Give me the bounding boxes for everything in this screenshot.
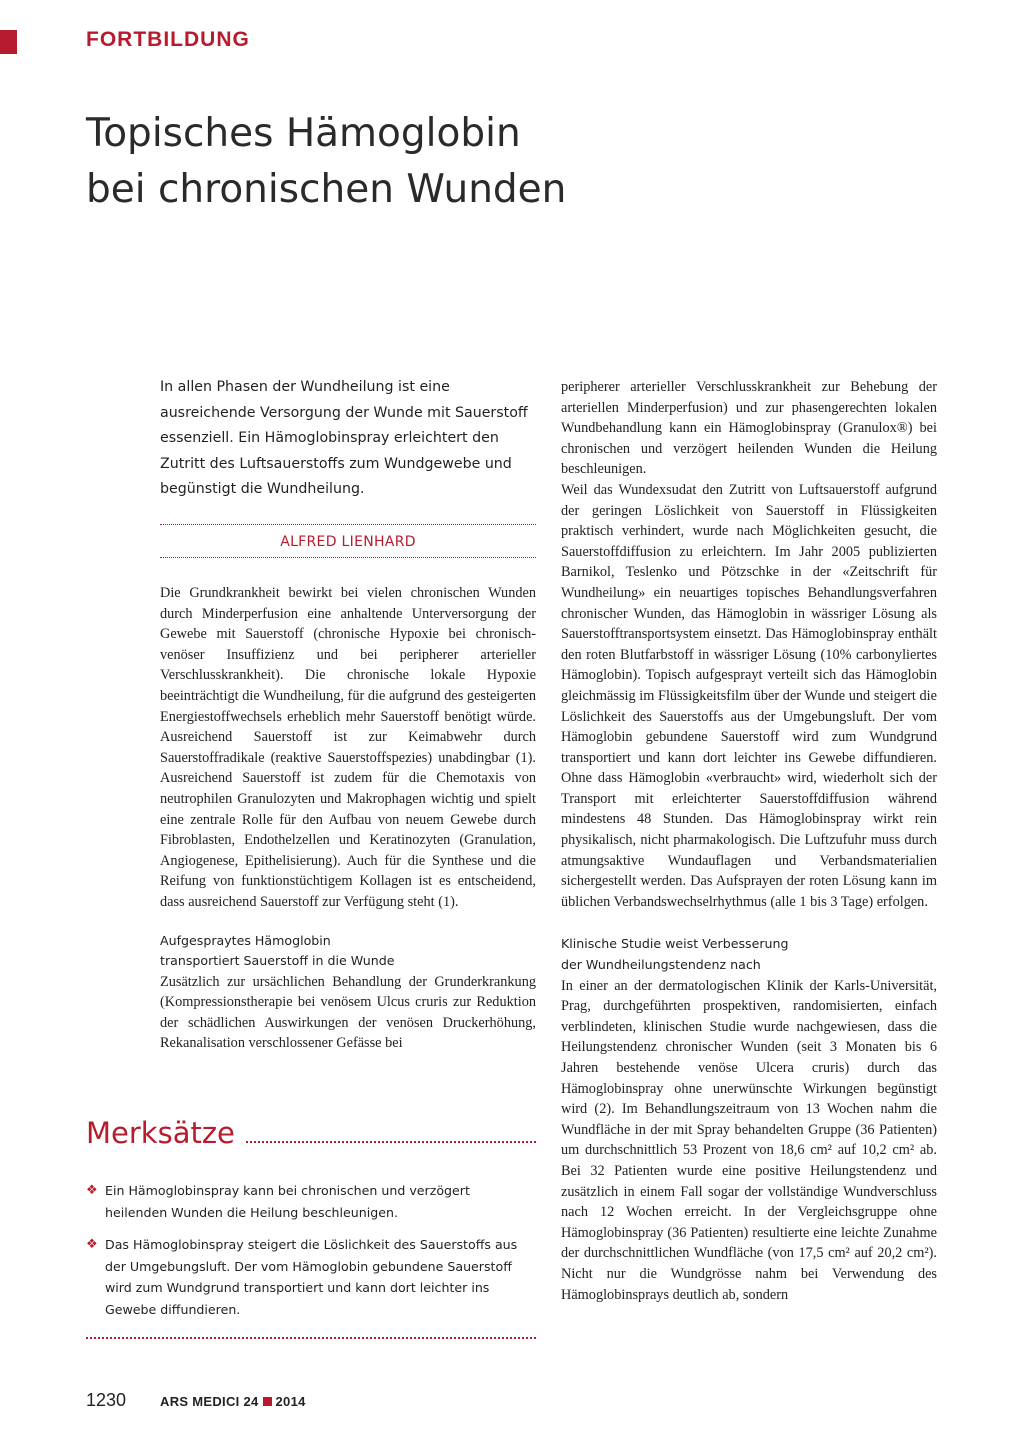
key-point-text: Das Hämoglobinspray steigert die Löslichkeit des Sauerstoffs aus der Umgebungsluft. Der vom Hämoglobin gebundene Sauerstoff wird zum Wundgrund transportiert und kann dort leichter ins Gewebe diffundieren. xyxy=(105,1237,518,1317)
page-number: 1230 xyxy=(86,1390,127,1410)
journal-year: 2014 xyxy=(275,1394,306,1409)
journal-name: ARS MEDICI 24 xyxy=(160,1394,259,1409)
body-paragraph: In einer an der dermatologischen Klinik der Karls-Universität, Prag, durchgeführten prospektiven, randomisierten, einfach verblindeten, klinischen Studie wurde nachgewiesen, dass die Heilungstendenz chronischer Wunden (seit 3 Monaten bis 6 Jahren bestehende venöse Ulcera cruris) durch das Hämoglobinspray ohne unerwünschte Wirkungen begünstigt wird (2). Im Behandlungszeitraum von 13 Wochen nahm die Wundfläche in der mit Spray behandelten Gruppe (36 Patienten) um durchschnittlich 53 Prozent von 18,6 cm² auf 10,2 cm² ab. Bei 32 Patienten wurde eine positive Heilungstendenz und zusätzlich in einem Fall sogar der vollständige Wundverschluss nach 12 Wochen erreicht. In der Vergleichsgruppe ohne Hämoglobinspray (36 Patienten) resultierte eine leichte Zunahme der durchschnittlichen Wundfläche (von 17,5 cm² auf 20,2 cm²). Nicht nur die Wundgrösse nahm bei Verwendung des Hämoglobinsprays deutlich ab, sondern xyxy=(561,977,937,1303)
article-column-2 xyxy=(561,377,937,1305)
body-paragraph: Weil das Wundexsudat den Zutritt von Luftsauerstoff aufgrund der geringen Löslichkeit von Sauerstoff in Flüssigkeiten praktisch verhindert, wurde nach Möglichkeiten gesucht, die Sauerstoffdiffusion zu erleichtern. Im Jahr 2005 publizierten Barnikol, Teslenko und Pötzschke in der «Zeitschrift für Wundheilung» ein neuartiges topisches Behandlungsverfahren chronischer Wunden, das Hämoglobin in wässriger Lösung als Sauerstofftransportsystem einsetzt. Das Hämoglobinspray enthält den roten Blutfarbstoff in wässriger Lösung (10% carbonyliertes Hämoglobin). Topisch aufgesprayt verteilt sich das Hämoglobin gleichmässig im Flüssigkeitsfilm über der Wunde und steigert die Löslichkeit des Sauerstoffs aus der Umgebungsluft. Der vom Hämoglobin gebundene Sauerstoff wird zum Wundgrund transportiert und kann dort leichter ins Gewebe diffundieren. Ohne dass Hämoglobin «verbraucht» wird, wiederholt sich der Transport mit erleichterter Sauerstoffdiffusion während mindestens 48 Stunden. Das Hämoglobinspray wirkt rein physikalisch, nicht pharmakologisch. Die Luftzufuhr muss durch atmungsaktive Wundauflagen und Verbandsmaterialien sichergestellt werden. Das Aufsprayen der roten Lösung kann im üblichen Verbandswechselrhythmus (alle 1 bis 3 Tage) erfolgen. xyxy=(561,481,937,910)
article-column-1 xyxy=(160,583,536,1054)
key-point-item xyxy=(86,1234,536,1320)
body-paragraph: peripherer arterieller Verschlusskrankheit zur Behebung der arteriellen Minderperfusion) und zur phasengerechten lokalen Wundbehandlung kann ein Hämoglobinspray (Granulox®) bei chronischen und verzögert heilenden Wunden die Heilung beschleunigen. xyxy=(561,379,937,478)
key-points-bottom-divider xyxy=(86,1337,536,1339)
subheading xyxy=(561,934,937,975)
key-point-item xyxy=(86,1180,536,1223)
section-label: FORTBILDUNG xyxy=(86,28,250,51)
section-marker xyxy=(0,30,17,54)
key-points-list xyxy=(86,1180,536,1331)
lead-paragraph: In allen Phasen der Wundheilung ist eine ausreichende Versorgung der Wunde mit Sauerstoff essenziell. Ein Hämoglobinspray erleichtert den Zutritt des Luftsauerstoffs zum Wundgewebe und begünstigt die Wundheilung. xyxy=(160,379,528,497)
subheading-line-2: transportiert Sauerstoff in die Wunde xyxy=(160,953,395,969)
subheading-line-2: der Wundheilungstendenz nach xyxy=(561,957,761,973)
title-line-1: Topisches Hämoglobin xyxy=(86,111,521,156)
title-line-2: bei chronischen Wunden xyxy=(86,167,567,212)
diamond-bullet-icon: ❖ xyxy=(86,1237,98,1252)
body-paragraph: Die Grundkrankheit bewirkt bei vielen chronischen Wunden durch Minderperfusion eine anhaltende Unterversorgung der Gewebe mit Sauerstoff (chronische Hypoxie bei chronisch-venöser Insuffizienz und bei peripherer arterieller Verschlusskrankheit). Die chronische lokale Hypoxie beeinträchtigt die Wundheilung, für die aufgrund des gesteigerten Energiestoffwechsels erheblich mehr Sauerstoff benötigt würde. Ausreichend Sauerstoff ist zur Keimabwehr durch Sauerstoffradikale (reaktive Sauerstoffspezies) unabdingbar (1). Ausreichend Sauerstoff ist zudem für die Chemotaxis von neutrophilen Granulozyten und Makrophagen wichtig und spielt eine zentrale Rolle für den Aufbau von neuem Gewebe durch Fibroblasten, Endothelzellen und Keratinozyten (Granulation, Angiogenese, Epithelisierung). Auch für die Synthese und die Reifung von funktionstüchtigem Kollagen ist es entscheidend, dass ausreichend Sauerstoff zur Verfügung steht (1). xyxy=(160,585,536,910)
key-points-title: Merksätze xyxy=(86,1116,235,1150)
author-divider-top xyxy=(160,524,536,525)
author-divider-bottom xyxy=(160,557,536,558)
subheading-line-1: Aufgespraytes Hämoglobin xyxy=(160,932,331,948)
key-points-title-divider xyxy=(246,1141,536,1143)
key-point-text: Ein Hämoglobinspray kann bei chronischen und verzögert heilenden Wunden die Heilung beschleunigen. xyxy=(105,1183,470,1220)
body-paragraph: Zusätzlich zur ursächlichen Behandlung der Grunderkrankung (Kompressionstherapie bei venösem Ulcus cruris zur Reduktion der schädlichen Auswirkungen der venösen Druckerhöhung, Rekanalisation verschlossener Gefässe bei xyxy=(160,973,536,1052)
subheading xyxy=(160,931,536,972)
footer-square-icon xyxy=(263,1397,272,1406)
author-name: ALFRED LIENHARD xyxy=(280,534,416,550)
subheading-line-1: Klinische Studie weist Verbesserung xyxy=(561,936,789,952)
journal-footer xyxy=(160,1394,306,1409)
diamond-bullet-icon: ❖ xyxy=(86,1183,98,1198)
article-title xyxy=(86,106,786,218)
